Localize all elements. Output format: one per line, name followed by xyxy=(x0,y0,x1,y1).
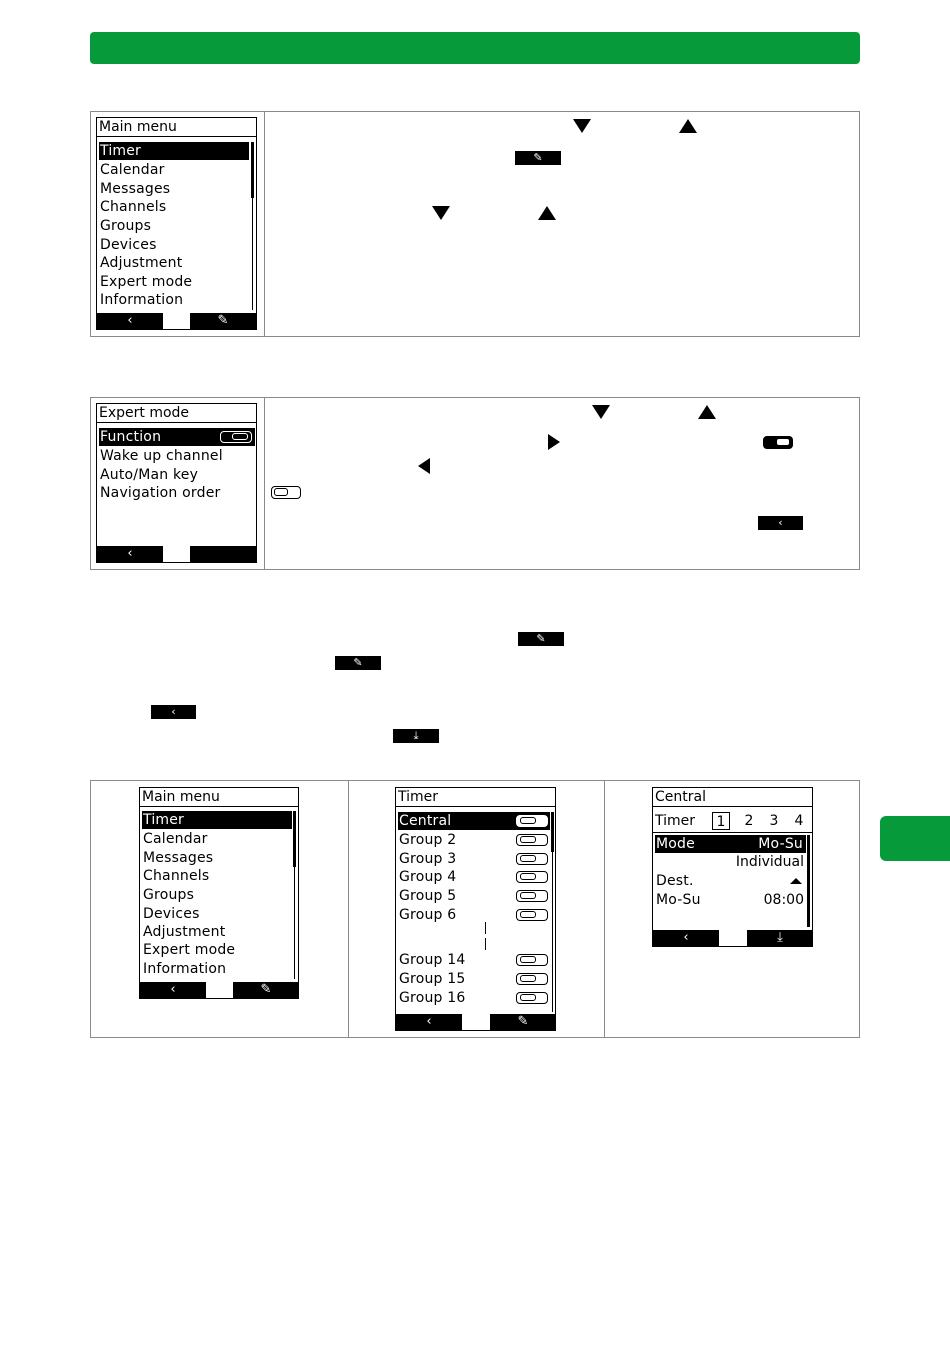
menu-item-timer[interactable]: Timer xyxy=(99,142,249,160)
ellipsis-mark xyxy=(485,938,486,950)
timer-item-group-15[interactable]: Group 15 xyxy=(399,971,466,987)
menu-item-adjustment[interactable]: Adjustment xyxy=(143,924,226,940)
time-value[interactable]: 08:00 xyxy=(763,892,804,908)
edit-button[interactable] xyxy=(190,313,256,329)
ellipsis-mark xyxy=(485,922,486,934)
lcd-expert-mode xyxy=(96,403,257,563)
arrow-down-icon xyxy=(592,405,610,419)
edit-button[interactable] xyxy=(233,982,299,998)
timer-num-2[interactable]: 2 xyxy=(744,813,754,829)
back-icon: ‹ xyxy=(683,930,689,945)
menu-item-expert-mode[interactable]: Expert mode xyxy=(143,942,236,958)
blank-button[interactable] xyxy=(190,546,256,562)
lcd-main-menu xyxy=(96,117,257,330)
lcd-title: Main menu xyxy=(97,118,256,137)
back-button[interactable] xyxy=(140,982,206,998)
scrollbar[interactable] xyxy=(807,835,810,927)
edit-inline-icon: ✎ xyxy=(515,151,561,165)
menu-item-timer[interactable]: Timer xyxy=(142,811,292,829)
menu-item-adjustment[interactable]: Adjustment xyxy=(100,255,183,271)
toggle-icon[interactable] xyxy=(516,834,548,846)
lcd-title: Central xyxy=(653,788,812,807)
day-label[interactable]: Mo-Su xyxy=(656,892,701,908)
edit-inline-icon: ✎ xyxy=(335,656,381,670)
edit-icon: ✎ xyxy=(217,313,229,328)
menu-item-messages[interactable]: Messages xyxy=(100,181,171,197)
menu-item-groups[interactable]: Groups xyxy=(143,887,195,903)
mode-value: Mo-Su xyxy=(758,836,803,852)
menu-item-calendar[interactable]: Calendar xyxy=(100,162,165,178)
toggle-icon[interactable] xyxy=(516,954,548,966)
menu-item-information[interactable]: Information xyxy=(100,292,184,308)
scrollbar-track xyxy=(252,198,253,310)
menu-item-information[interactable]: Information xyxy=(143,961,227,977)
arrow-up-icon xyxy=(538,206,556,220)
timer-num-1[interactable]: 1 xyxy=(712,812,730,830)
timer-item-central[interactable]: Central xyxy=(398,812,550,830)
toggle-on-icon xyxy=(763,436,793,449)
timer-row xyxy=(653,810,812,833)
toggle-icon[interactable] xyxy=(516,973,548,985)
menu-item-auto-man-key[interactable]: Auto/Man key xyxy=(100,467,199,483)
individual-label: Individual xyxy=(735,854,804,870)
back-inline-icon: ‹ xyxy=(758,516,803,530)
lcd-main-menu-2 xyxy=(139,787,299,999)
toggle-icon[interactable] xyxy=(516,815,548,827)
menu-item-expert-mode[interactable]: Expert mode xyxy=(100,274,193,290)
menu-item-function[interactable]: Function xyxy=(99,428,255,446)
back-button[interactable] xyxy=(97,313,163,329)
timer-item-group-5[interactable]: Group 5 xyxy=(399,888,457,904)
back-button[interactable] xyxy=(97,546,163,562)
dest-up-icon xyxy=(790,878,802,884)
toggle-icon[interactable] xyxy=(516,909,548,921)
scrollbar-track xyxy=(552,852,553,1012)
mode-label: Mode xyxy=(656,836,695,852)
save-inline-icon: ⤓ xyxy=(393,729,439,743)
scrollbar-thumb[interactable] xyxy=(251,142,254,198)
edit-icon: ✎ xyxy=(517,1014,529,1029)
timer-item-group-16[interactable]: Group 16 xyxy=(399,990,466,1006)
scrollbar-thumb[interactable] xyxy=(551,812,554,852)
lcd-title: Main menu xyxy=(140,788,298,807)
mode-row[interactable] xyxy=(655,835,806,853)
scrollbar-thumb[interactable] xyxy=(293,811,296,867)
timer-item-group-2[interactable]: Group 2 xyxy=(399,832,457,848)
toggle-off-icon xyxy=(271,486,301,499)
timer-item-group-6[interactable]: Group 6 xyxy=(399,907,457,923)
menu-item-devices[interactable]: Devices xyxy=(143,906,200,922)
menu-item-groups[interactable]: Groups xyxy=(100,218,152,234)
chapter-tab xyxy=(880,816,950,861)
timer-num-4[interactable]: 4 xyxy=(794,813,804,829)
timer-item-group-3[interactable]: Group 3 xyxy=(399,851,457,867)
back-icon: ‹ xyxy=(426,1014,432,1029)
arrow-up-icon xyxy=(679,119,697,133)
timer-item-group-4[interactable]: Group 4 xyxy=(399,869,457,885)
toggle-icon[interactable] xyxy=(220,431,252,443)
lcd-timer xyxy=(395,787,556,1031)
back-button[interactable] xyxy=(396,1014,462,1030)
dest-label[interactable]: Dest. xyxy=(656,873,694,889)
arrow-down-icon xyxy=(573,119,591,133)
save-icon: ⤓ xyxy=(777,930,783,945)
save-button[interactable] xyxy=(747,930,813,946)
menu-item-navigation-order[interactable]: Navigation order xyxy=(100,485,221,501)
timer-label: Timer xyxy=(655,813,696,829)
scrollbar-track xyxy=(294,867,295,979)
back-button[interactable] xyxy=(653,930,719,946)
menu-item-channels[interactable]: Channels xyxy=(143,868,210,884)
back-icon: ‹ xyxy=(170,982,176,997)
edit-button[interactable] xyxy=(490,1014,556,1030)
menu-item-wake-up-channel[interactable]: Wake up channel xyxy=(100,448,223,464)
timer-item-group-14[interactable]: Group 14 xyxy=(399,952,466,968)
menu-item-channels[interactable]: Channels xyxy=(100,199,167,215)
arrow-up-icon xyxy=(698,405,716,419)
header-bar xyxy=(90,32,860,64)
toggle-icon[interactable] xyxy=(516,890,548,902)
edit-icon: ✎ xyxy=(260,982,272,997)
toggle-icon[interactable] xyxy=(516,853,548,865)
arrow-right-icon xyxy=(548,434,560,450)
menu-item-devices[interactable]: Devices xyxy=(100,237,157,253)
timer-num-3[interactable]: 3 xyxy=(769,813,779,829)
toggle-icon[interactable] xyxy=(516,992,548,1004)
lcd-central xyxy=(652,787,813,947)
lcd-title: Expert mode xyxy=(97,404,256,423)
arrow-left-icon xyxy=(418,458,430,474)
lcd-title: Timer xyxy=(396,788,555,807)
back-icon: ‹ xyxy=(127,546,133,561)
back-inline-icon: ‹ xyxy=(151,705,196,719)
toggle-icon[interactable] xyxy=(516,871,548,883)
menu-item-calendar[interactable]: Calendar xyxy=(143,831,208,847)
arrow-down-icon xyxy=(432,206,450,220)
back-icon: ‹ xyxy=(127,313,133,328)
edit-inline-icon: ✎ xyxy=(518,632,564,646)
menu-item-messages[interactable]: Messages xyxy=(143,850,214,866)
